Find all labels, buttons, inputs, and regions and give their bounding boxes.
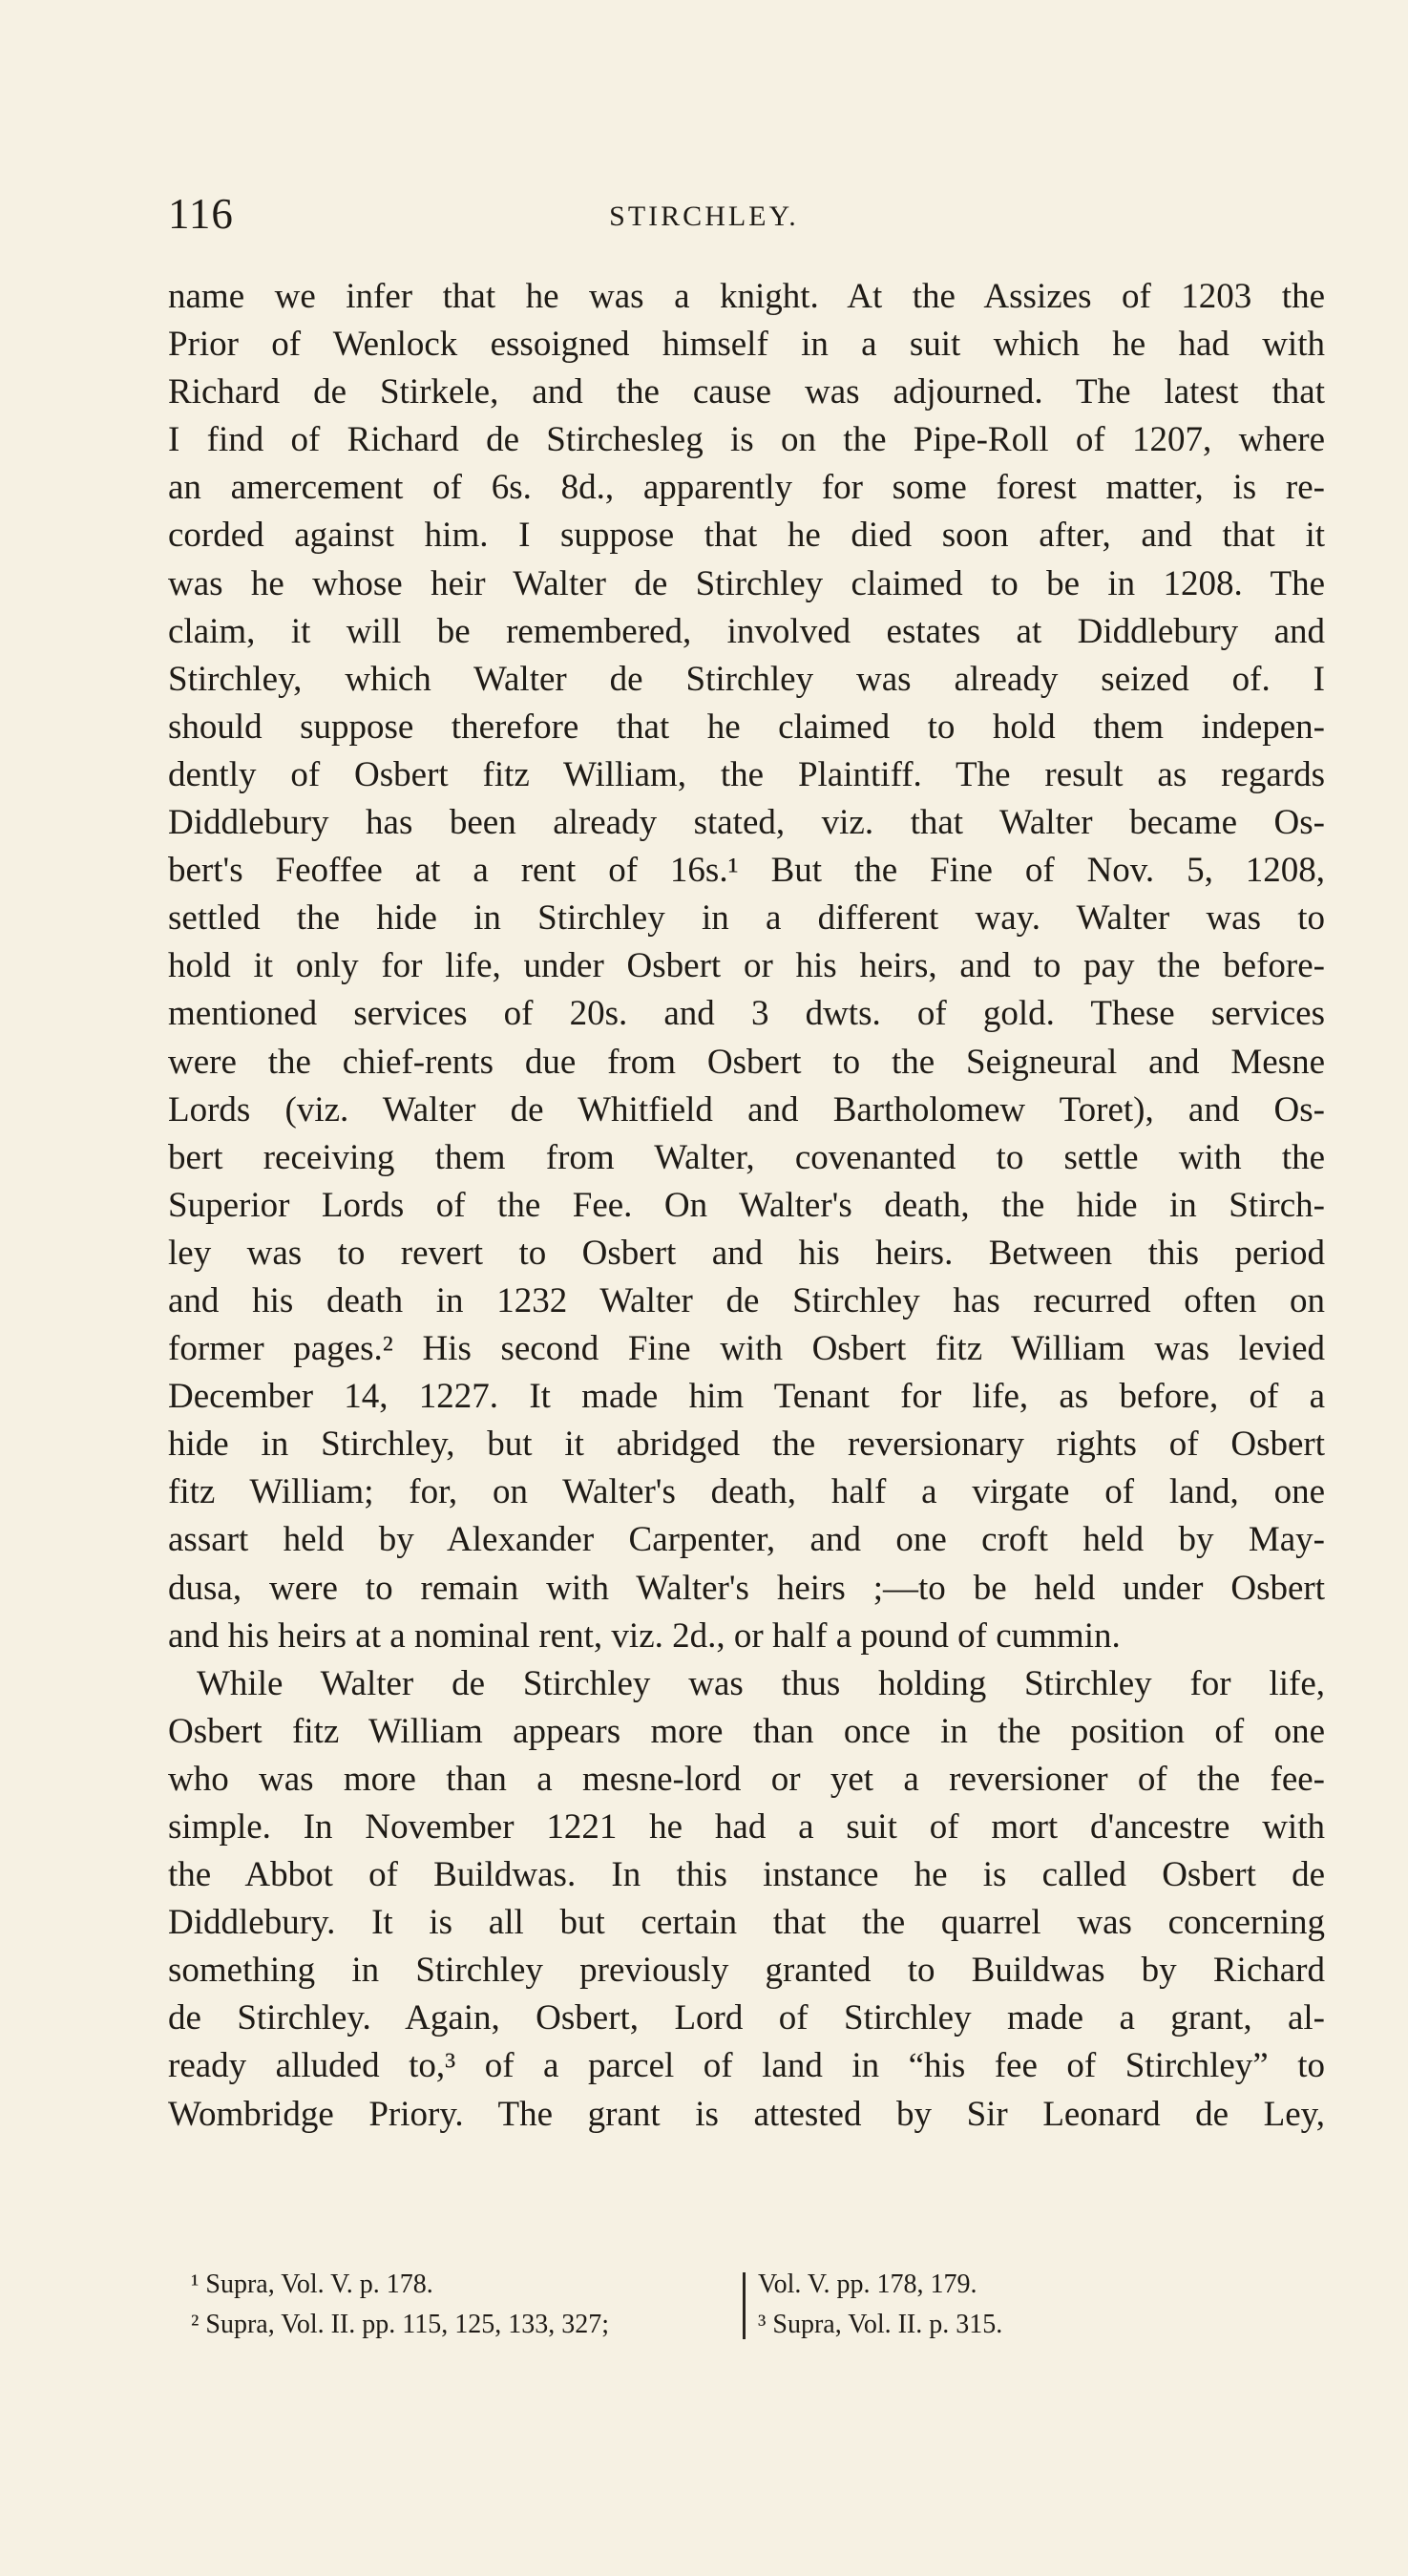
- text-line: bert receiving them from Walter, covenanted to settle with the: [168, 1137, 1325, 1177]
- footnote: ³ Supra, Vol. II. p. 315.: [758, 2310, 1003, 2339]
- text-line: something in Stirchley previously granted to Buildwas by Richard: [168, 1951, 1325, 1991]
- text-line: While Walter de Stirchley was thus holding Stirchley for life,: [197, 1663, 1325, 1703]
- text-line: the Abbot of Buildwas. In this instance he is called Osbert de: [168, 1855, 1325, 1895]
- text-line: were the chief-rents due from Osbert to the Seigneural and Mesne: [168, 1042, 1325, 1082]
- text-line: Superior Lords of the Fee. On Walter's death, the hide in Stirch-: [168, 1185, 1325, 1225]
- text-line: corded against him. I suppose that he died soon after, and that it: [168, 516, 1325, 556]
- running-head: STIRCHLEY.: [609, 201, 799, 232]
- text-line: de Stirchley. Again, Osbert, Lord of Stirchley made a grant, al-: [168, 1998, 1325, 2038]
- text-line: who was more than a mesne-lord or yet a reversioner of the fee-: [168, 1759, 1325, 1799]
- text-line: settled the hide in Stirchley in a different way. Walter was to: [168, 898, 1325, 939]
- footnote: ¹ Supra, Vol. V. p. 178.: [191, 2270, 433, 2299]
- text-line: ley was to revert to Osbert and his heirs. Between this period: [168, 1233, 1325, 1273]
- text-line: hide in Stirchley, but it abridged the reversionary rights of Osbert: [168, 1425, 1325, 1465]
- body-text: [168, 273, 1325, 2139]
- text-line: Lords (viz. Walter de Whitfield and Bartholomew Toret), and Os-: [168, 1089, 1325, 1130]
- text-line: hold it only for life, under Osbert or his heirs, and to pay the before-: [168, 946, 1325, 986]
- text-line: ready alluded to,³ of a parcel of land in “his fee of Stirchley” to: [168, 2046, 1325, 2086]
- text-line: fitz William; for, on Walter's death, half a virgate of land, one: [168, 1472, 1325, 1512]
- text-line: name we infer that he was a knight. At the Assizes of 1203 the: [168, 277, 1325, 316]
- text-line: assart held by Alexander Carpenter, and one croft held by May-: [168, 1520, 1325, 1560]
- text-line: Richard de Stirkele, and the cause was adjourned. The latest that: [168, 372, 1325, 412]
- text-line: mentioned services of 20s. and 3 dwts. of gold. These services: [168, 994, 1325, 1034]
- footnote: Vol. V. pp. 178, 179.: [758, 2270, 977, 2299]
- text-line: was he whose heir Walter de Stirchley claimed to be in 1208. The: [168, 563, 1325, 603]
- text-line: and his heirs at a nominal rent, viz. 2d., or half a pound of cummin.: [168, 1615, 1121, 1656]
- text-line: dently of Osbert fitz William, the Plaintiff. The result as regards: [168, 754, 1325, 794]
- footnotes-left-column: [191, 2265, 711, 2345]
- page-header: [168, 189, 1240, 246]
- text-line: and his death in 1232 Walter de Stirchley has recurred often on: [168, 1280, 1325, 1320]
- text-line: I find of Richard de Stirchesleg is on the Pipe-Roll of 1207, where: [168, 420, 1325, 460]
- text-line: Stirchley, which Walter de Stirchley was already seized of. I: [168, 659, 1325, 699]
- footnotes-right-column: [743, 2265, 1144, 2345]
- text-line: bert's Feoffee at a rent of 16s.¹ But the Fine of Nov. 5, 1208,: [168, 851, 1325, 891]
- text-line: dusa, were to remain with Walter's heirs ;—to be held under Osbert: [168, 1568, 1325, 1608]
- text-line: Wombridge Priory. The grant is attested by Sir Leonard de Ley,: [168, 2094, 1325, 2134]
- text-line: former pages.² His second Fine with Osbert fitz William was levied: [168, 1329, 1325, 1369]
- text-line: claim, it will be remembered, involved estates at Diddlebury and: [168, 611, 1325, 651]
- text-line: Osbert fitz William appears more than once in the position of one: [168, 1711, 1325, 1751]
- text-line: should suppose therefore that he claimed to hold them indepen-: [168, 707, 1325, 747]
- text-line: simple. In November 1221 he had a suit of mort d'ancestre with: [168, 1807, 1325, 1847]
- text-line: December 14, 1227. It made him Tenant for life, as before, of a: [168, 1377, 1325, 1417]
- text-line: Diddlebury has been already stated, viz. that Walter became Os-: [168, 803, 1325, 843]
- footnote: ² Supra, Vol. II. pp. 115, 125, 133, 327;: [191, 2310, 609, 2339]
- page-number: 116: [168, 190, 234, 238]
- text-line: an amercement of 6s. 8d., apparently for some forest matter, is re-: [168, 468, 1325, 508]
- text-line: Diddlebury. It is all but certain that the quarrel was concerning: [168, 1903, 1325, 1943]
- text-line: Prior of Wenlock essoigned himself in a suit which he had with: [168, 325, 1325, 365]
